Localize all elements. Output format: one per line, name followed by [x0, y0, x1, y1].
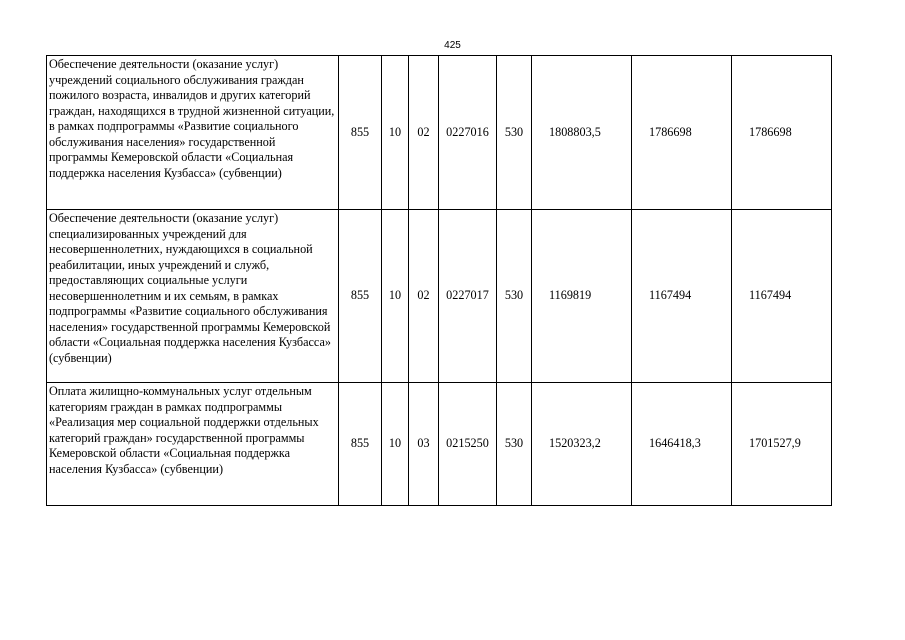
subsection-code: 02: [409, 56, 439, 210]
budget-table: [46, 55, 832, 506]
section-code: 10: [382, 383, 409, 506]
amount-year-2: 1786698: [632, 56, 732, 210]
table-row: [47, 210, 832, 383]
expense-type-code: 530: [497, 210, 532, 383]
page-number: 425: [444, 40, 461, 51]
section-code: 10: [382, 210, 409, 383]
amount-year-3: 1786698: [732, 56, 832, 210]
expense-type-code: 530: [497, 383, 532, 506]
subsection-code: 02: [409, 210, 439, 383]
amount-year-1: 1169819: [532, 210, 632, 383]
target-article-code: 0215250: [439, 383, 497, 506]
expense-type-code: 530: [497, 56, 532, 210]
amount-year-2: 1167494: [632, 210, 732, 383]
target-article-code: 0227016: [439, 56, 497, 210]
target-article-code: 0227017: [439, 210, 497, 383]
ministry-code: 855: [339, 56, 382, 210]
amount-year-3: 1167494: [732, 210, 832, 383]
amount-year-2: 1646418,3: [632, 383, 732, 506]
table-row: [47, 383, 832, 506]
subsection-code: 03: [409, 383, 439, 506]
amount-year-1: 1520323,2: [532, 383, 632, 506]
ministry-code: 855: [339, 210, 382, 383]
amount-year-1: 1808803,5: [532, 56, 632, 210]
section-code: 10: [382, 56, 409, 210]
amount-year-3: 1701527,9: [732, 383, 832, 506]
row-description: Обеспечение деятельности (оказание услуг) учреждений социального обслуживания граждан пожилого возраста, инвалидов и других категорий граждан, находящихся в трудной жизненной ситуации, в рамках подпрограммы «Развитие социального обслуживания населения» государственной программы Кемеровской области «Социальная поддержка населения Кузбасса» (субвенции): [47, 56, 339, 210]
ministry-code: 855: [339, 383, 382, 506]
table-row: [47, 56, 832, 210]
row-description: Обеспечение деятельности (оказание услуг) специализированных учреждений для несовершеннолетних, нуждающихся в социальной реабилитации, иных учреждений и служб, предоставляющих социальные услуги несовершеннолетним и их семьям, в рамках подпрограммы «Развитие социального обслуживания населения» государственной программы Кемеровской области «Социальная поддержка населения Кузбасса» (субвенции): [47, 210, 339, 383]
row-description: Оплата жилищно-коммунальных услуг отдельным категориям граждан в рамках подпрограммы «Реализация мер социальной поддержки отдельных категорий граждан» государственной программы Кемеровской области «Социальная поддержка населения Кузбасса» (субвенции): [47, 383, 339, 506]
